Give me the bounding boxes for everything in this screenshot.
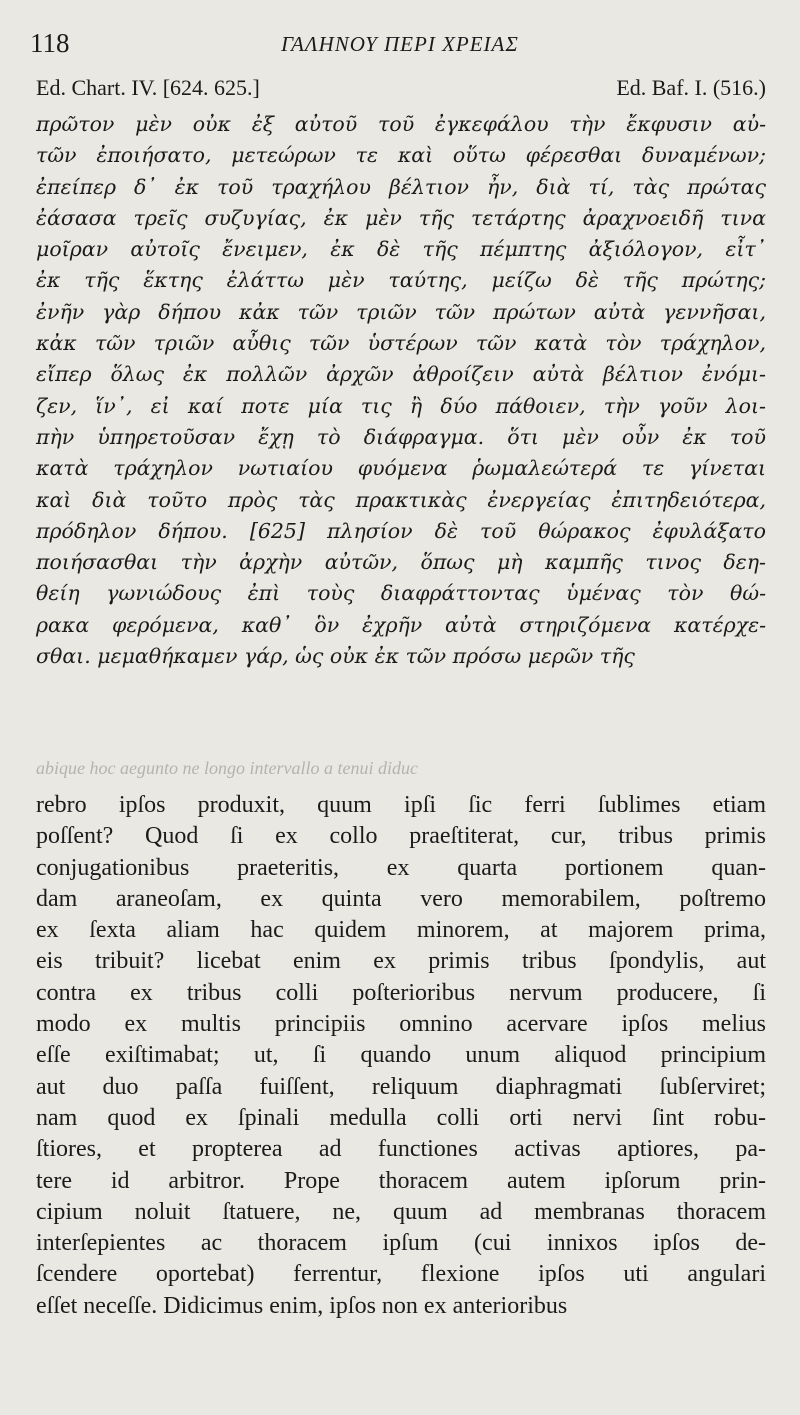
latin-line: ex ſexta aliam hac quidem minorem, at majorem prima, xyxy=(36,917,766,944)
latin-line: ſcendere oportebat) ferrentur, flexione ipſos uti angulari xyxy=(36,1261,766,1288)
greek-line: ἐάσασα τρεῖς συζυγίας, ἐκ μὲν τῆς τετάρτης ἀραχνοειδῆ τινα xyxy=(36,205,766,230)
latin-line: contra ex tribus colli poſterioribus nervum producere, ſi xyxy=(36,979,766,1006)
greek-line: κἀκ τῶν τριῶν αὖθις τῶν ὑστέρων τῶν κατὰ τὸν τράχηλον, xyxy=(36,331,766,356)
greek-line: πρῶτον μὲν οὐκ ἐξ αὐτοῦ τοῦ ἐγκεφάλου τὴν ἔκφυσιν αὐ- xyxy=(36,112,766,136)
latin-line: tere id arbitror. Prope thoracem autem ipſorum prin- xyxy=(36,1167,766,1194)
greek-line: ζεν, ἵν᾽, εἰ καί ποτε μία τις ἢ δύο πάθοιεν, τὴν γοῦν λοι- xyxy=(36,393,766,418)
page-number: 118 xyxy=(30,28,70,58)
greek-line: ἐκ τῆς ἕκτης ἐλάττω μὲν ταύτης, μείζω δὲ τῆς πρώτης; xyxy=(36,268,766,293)
running-title: ΓΑΛΗΝΟΥ ΠΕΡΙ ΧΡΕΙΑΣ xyxy=(281,32,519,56)
greek-line: ἐνῆν γὰρ δήπου κἀκ τῶν τριῶν τῶν πρώτων αὐτὰ γεννῆσαι, xyxy=(36,299,766,324)
greek-text-block xyxy=(36,109,766,672)
latin-text-block xyxy=(36,790,766,1322)
greek-line: εἴπερ ὅλως ἐκ πολλῶν ἀρχῶν ἀθροίζειν αὐτὰ βέλτιον ἐνόμι- xyxy=(36,362,766,387)
show-through-text xyxy=(36,758,766,778)
latin-line: dam araneoſam, ex quinta vero memorabilem, poſtremo xyxy=(36,885,766,912)
greek-line: κατὰ τράχηλον νωτιαίου φυόμενα ῥωμαλεώτερά τε γίνεται xyxy=(36,456,766,481)
greek-line: ποιήσασθαι τὴν ἀρχὴν αὐτῶν, ὅπως μὴ καμπῆς τινος δεη- xyxy=(36,550,766,575)
latin-line: eis tribuit? licebat enim ex primis tribus ſpondylis, aut xyxy=(36,948,766,975)
show-through-line: abique hoc aegunto ne longo intervallo a tenui diduc xyxy=(36,758,418,778)
latin-line: aut duo paſſa fuiſſent, reliquum diaphragmati ſubſerviret; xyxy=(36,1073,766,1100)
latin-line: nam quod ex ſpinali medulla colli orti nervi ſint robu- xyxy=(36,1104,766,1131)
greek-line: τῶν ἐποιήσατο, μετεώρων τε καὶ οὕτω φέρεσθαι δυναμένων; xyxy=(36,143,766,168)
edition-reference-basel: Ed. Baf. I. (516.) xyxy=(616,75,766,100)
latin-line: interſepientes ac thoracem ipſum (cui innixos ipſos de- xyxy=(36,1230,766,1257)
greek-line: πρόδηλον δήπου. [625] πλησίον δὲ τοῦ θώρακος ἐφυλάξατο xyxy=(36,518,766,543)
latin-line: rebro ipſos produxit, quum ipſi ſic ferri ſublimes etiam xyxy=(36,792,766,818)
greek-line: πὴν ὑπηρετοῦσαν ἔχῃ τὸ διάφραγμα. ὅτι μὲν οὖν ἐκ τοῦ xyxy=(36,424,766,449)
greek-line: ἐπείπερ δ᾽ ἐκ τοῦ τραχήλου βέλτιον ἦν, διὰ τί, τὰς πρώτας xyxy=(36,174,766,199)
edition-reference-line xyxy=(36,75,766,103)
latin-line: cipium noluit ſtatuere, ne, quum ad membranas thoracem xyxy=(36,1198,766,1225)
greek-line: καὶ διὰ τοῦτο πρὸς τὰς πρακτικὰς ἐνεργείας ἐπιτηδειότερα, xyxy=(36,487,766,512)
edition-reference-chartier: Ed. Chart. IV. [624. 625.] xyxy=(36,75,260,100)
greek-line: μοῖραν αὐτοῖς ἔνειμεν, ἐκ δὲ τῆς πέμπτης ἀξιόλογον, εἶτ᾽ xyxy=(36,237,766,262)
latin-line: eſſe exiſtimabat; ut, ſi quando unum aliquod principium xyxy=(36,1042,766,1069)
greek-line: θείη γωνιώδους ἐπὶ τοὺς διαφράττοντας ὑμένας τὸν θώ- xyxy=(36,581,766,606)
running-head xyxy=(30,28,770,68)
latin-line: conjugationibus praeteritis, ex quarta portionem quan- xyxy=(36,854,766,881)
latin-line: eſſet neceſſe. Didicimus enim, ipſos non ex anterioribus xyxy=(36,1292,568,1319)
latin-line: modo ex multis principiis omnino acervare ipſos melius xyxy=(36,1011,766,1038)
latin-line: poſſent? Quod ſi ex collo praeſtiterat, cur, tribus primis xyxy=(36,823,766,850)
greek-line: ρακα φερόμενα, καθ᾽ ὃν ἐχρῆν αὐτὰ στηριζόμενα κατέρχε- xyxy=(36,612,766,637)
latin-line: ſtiores, et propterea ad functiones activas aptiores, pa- xyxy=(36,1136,766,1163)
greek-line: σθαι. μεμαθήκαμεν γάρ, ὡς οὐκ ἐκ τῶν πρόσω μερῶν τῆς xyxy=(36,644,635,669)
